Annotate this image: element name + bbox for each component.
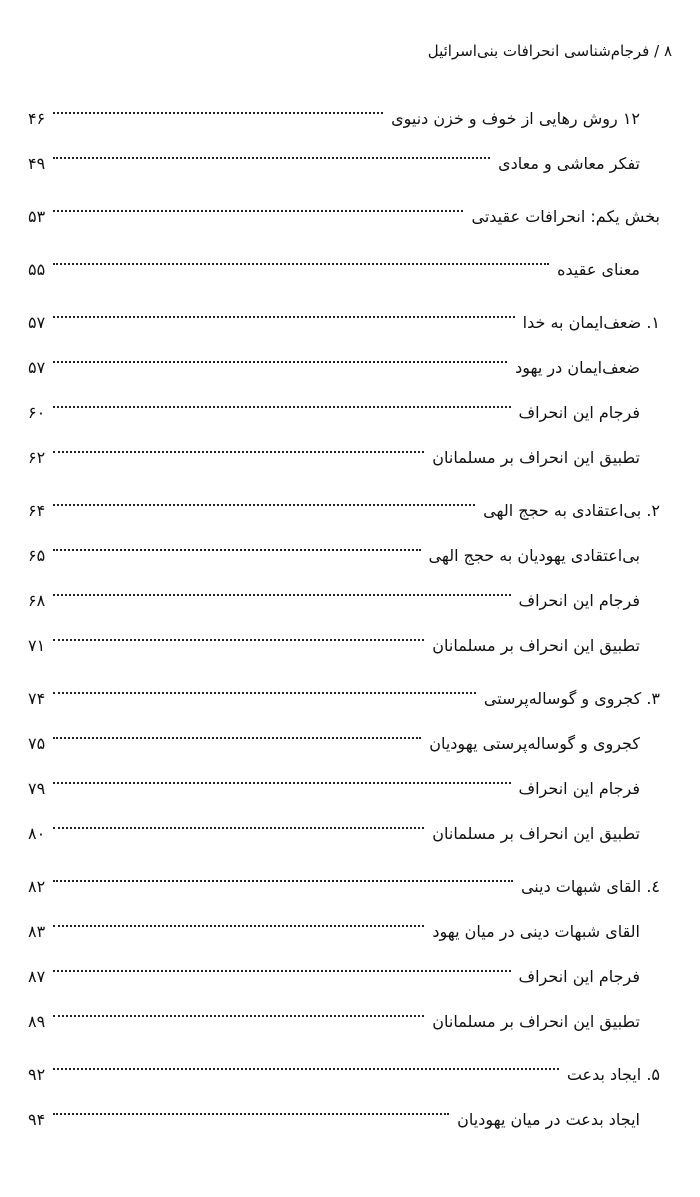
- toc-entry-title: بی‌اعتقادی یهودیان به حجج الهی: [428, 546, 640, 565]
- toc-entry-page-number: ۸۲: [28, 877, 46, 896]
- toc-entry-page-number: ۸۳: [28, 922, 46, 941]
- toc-entry-title: ۲. بی‌اعتقادی به حجج الهی: [483, 501, 660, 520]
- dot-leader: [53, 361, 507, 363]
- toc-entry: [28, 488, 660, 533]
- dot-leader: [53, 692, 476, 694]
- dot-leader: [53, 210, 463, 212]
- toc-entry-page-number: ۷۵: [28, 734, 46, 753]
- dot-leader: [53, 1015, 424, 1017]
- toc-entry-page-number: ۵۷: [28, 358, 46, 377]
- toc-entry-title: ضعف‌ایمان در یهود: [515, 358, 640, 377]
- toc-entry-page-number: ۸۰: [28, 824, 46, 843]
- toc-entry-page-number: ۶۲: [28, 448, 46, 467]
- toc-entry-title: تطبیق این انحراف بر مسلمانان: [432, 636, 640, 655]
- toc-entry-title: ٤. القای شبهات دینی: [520, 877, 660, 896]
- toc-entry-title: ۵. ایجاد بدعت: [566, 1065, 660, 1084]
- toc-entry-page-number: ۶۰: [28, 403, 46, 422]
- dot-leader: [53, 880, 513, 882]
- toc-entry: [28, 247, 660, 292]
- toc-entry: [28, 141, 660, 186]
- toc-entry-page-number: ۷۹: [28, 779, 46, 798]
- toc-entry: [28, 864, 660, 909]
- toc-entry: [28, 623, 660, 668]
- toc-entry-page-number: ۵۷: [28, 313, 46, 332]
- dot-leader: [53, 639, 424, 641]
- dot-leader: [53, 112, 383, 114]
- dot-leader: [53, 451, 424, 453]
- toc-entry: [28, 811, 660, 856]
- toc-entry: [28, 194, 660, 239]
- toc-entry-page-number: ۶۵: [28, 546, 46, 565]
- table-of-contents: [28, 96, 660, 1142]
- toc-entry: [28, 954, 660, 999]
- toc-entry-title: فرجام این انحراف: [518, 967, 640, 986]
- toc-entry-title: معنای عقیده: [557, 260, 640, 279]
- toc-entry-page-number: ۹۲: [28, 1065, 46, 1084]
- toc-entry-title: تطبیق این انحراف بر مسلمانان: [432, 1012, 640, 1031]
- dot-leader: [53, 316, 514, 318]
- toc-entry-title: تطبیق این انحراف بر مسلمانان: [432, 824, 640, 843]
- toc-entry-title: ایجاد بدعت در میان یهودیان: [457, 1110, 640, 1129]
- toc-entry: [28, 300, 660, 345]
- toc-entry-title: فرجام این انحراف: [518, 779, 640, 798]
- toc-entry-page-number: ۸۹: [28, 1012, 46, 1031]
- toc-entry-title: تطبیق این انحراف بر مسلمانان: [432, 448, 640, 467]
- dot-leader: [53, 970, 510, 972]
- toc-entry-title: تفکر معاشی و معادی: [498, 154, 640, 173]
- toc-entry: [28, 533, 660, 578]
- toc-entry-title: فرجام این انحراف: [518, 403, 640, 422]
- toc-entry: [28, 96, 660, 141]
- toc-entry-page-number: ۶۴: [28, 501, 46, 520]
- toc-entry: [28, 999, 660, 1044]
- toc-entry: [28, 1052, 660, 1097]
- dot-leader: [53, 406, 510, 408]
- toc-entry-page-number: ۷۱: [28, 636, 46, 655]
- toc-entry-page-number: ۴۹: [28, 154, 46, 173]
- toc-entry: [28, 676, 660, 721]
- toc-entry-page-number: ۵۵: [28, 260, 46, 279]
- toc-entry-title: بخش یکم: انحرافات عقیدتی: [471, 207, 660, 226]
- toc-entry-title: کجروی و گوساله‌پرستی یهودیان: [429, 734, 640, 753]
- toc-entry-title: ۱۲ روش رهایی از خوف و خزن دنیوی: [391, 109, 640, 128]
- dot-leader: [53, 925, 424, 927]
- toc-entry: [28, 578, 660, 623]
- toc-entry-title: ۳. کجروی و گوساله‌پرستی: [483, 689, 660, 708]
- running-header: ۸ / فرجام‌شناسی انحرافات بنی‌اسرائیل: [427, 42, 672, 60]
- toc-entry: [28, 435, 660, 480]
- toc-entry-page-number: ۶۸: [28, 591, 46, 610]
- dot-leader: [53, 263, 549, 265]
- dot-leader: [53, 1068, 559, 1070]
- dot-leader: [53, 737, 421, 739]
- toc-entry-page-number: ۷۴: [28, 689, 46, 708]
- dot-leader: [53, 504, 475, 506]
- dot-leader: [53, 827, 424, 829]
- toc-entry: [28, 909, 660, 954]
- dot-leader: [53, 157, 490, 159]
- toc-entry-title: ۱. ضعف‌ایمان به خدا: [522, 313, 660, 332]
- dot-leader: [53, 782, 510, 784]
- toc-entry-title: القای شبهات دینی در میان یهود: [432, 922, 640, 941]
- toc-entry-page-number: ۸۷: [28, 967, 46, 986]
- dot-leader: [53, 594, 510, 596]
- dot-leader: [53, 549, 420, 551]
- toc-entry-title: فرجام این انحراف: [518, 591, 640, 610]
- toc-entry-page-number: ۴۶: [28, 109, 46, 128]
- toc-entry: [28, 766, 660, 811]
- toc-entry: [28, 1097, 660, 1142]
- toc-entry-page-number: ۵۳: [28, 207, 46, 226]
- toc-entry: [28, 721, 660, 766]
- dot-leader: [53, 1113, 449, 1115]
- toc-entry-page-number: ۹۴: [28, 1110, 46, 1129]
- toc-entry: [28, 345, 660, 390]
- toc-entry: [28, 390, 660, 435]
